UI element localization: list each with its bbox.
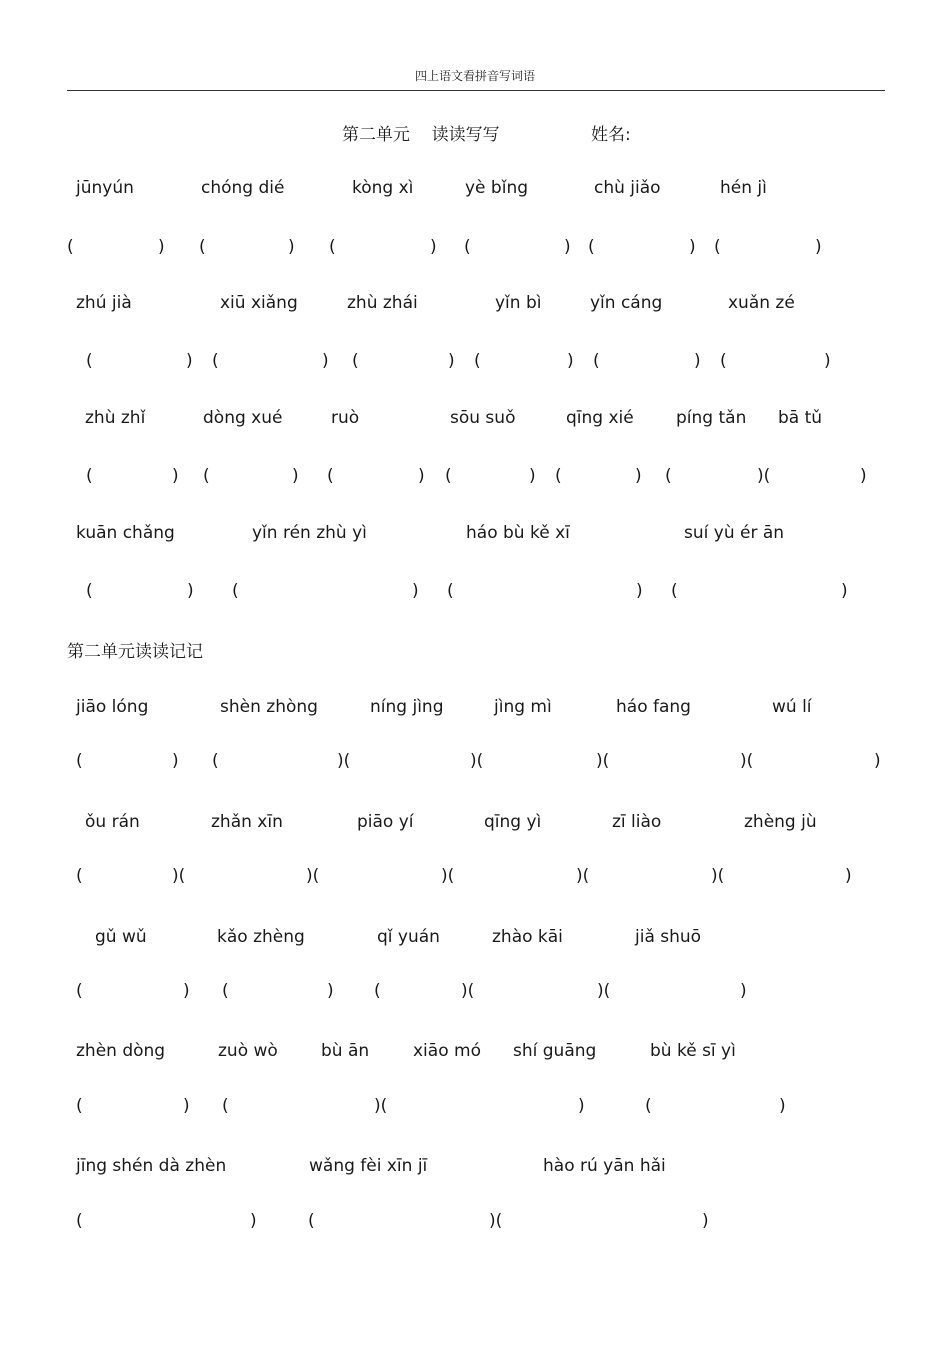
answer-bracket: )	[860, 466, 867, 486]
answer-bracket: (	[76, 1211, 83, 1231]
answer-bracket: (	[665, 466, 672, 486]
answer-bracket: )	[564, 237, 571, 257]
answer-bracket: (	[374, 981, 381, 1001]
pinyin-word: bù kě sī yì	[650, 1041, 736, 1061]
pinyin-row-9	[0, 1156, 950, 1180]
answer-row-6	[0, 866, 950, 890]
pinyin-row-1	[0, 178, 950, 202]
pinyin-row-8	[0, 1041, 950, 1065]
pinyin-word: suí yù ér ān	[684, 523, 785, 543]
name-label: 姓名:	[591, 125, 631, 145]
pinyin-word: jiāo lóng	[76, 697, 149, 717]
answer-bracket: )	[567, 351, 574, 371]
pinyin-word: piāo yí	[357, 812, 414, 832]
answer-bracket: (	[464, 237, 471, 257]
answer-bracket: (	[329, 237, 336, 257]
answer-bracket: (	[203, 466, 210, 486]
pinyin-word: zhèng jù	[744, 812, 817, 832]
answer-row-4	[0, 581, 950, 605]
pinyin-row-6	[0, 812, 950, 836]
answer-bracket: )	[448, 351, 455, 371]
pinyin-word: xiāo mó	[413, 1041, 481, 1061]
answer-bracket: )	[292, 466, 299, 486]
answer-bracket: )	[841, 581, 848, 601]
answer-bracket: (	[555, 466, 562, 486]
pinyin-word: zuò wò	[218, 1041, 278, 1061]
answer-bracket: )(	[470, 751, 484, 771]
answer-bracket: )	[815, 237, 822, 257]
answer-bracket: (	[714, 237, 721, 257]
pinyin-word: bā tǔ	[778, 408, 823, 428]
pinyin-word: bù ān	[321, 1041, 370, 1061]
pinyin-word: jiǎ shuō	[635, 927, 702, 947]
answer-bracket: (	[588, 237, 595, 257]
pinyin-word: zhào kāi	[492, 927, 563, 947]
answer-bracket: )	[322, 351, 329, 371]
answer-bracket: (	[308, 1211, 315, 1231]
answer-bracket: (	[593, 351, 600, 371]
answer-bracket: )	[694, 351, 701, 371]
answer-bracket: )	[288, 237, 295, 257]
answer-bracket: )	[418, 466, 425, 486]
answer-row-9	[0, 1211, 950, 1235]
answer-bracket: )	[874, 751, 881, 771]
pinyin-word: dòng xué	[203, 408, 283, 428]
header-rule	[67, 90, 885, 91]
pinyin-word: zī liào	[612, 812, 662, 832]
pinyin-word: yǐn cáng	[590, 293, 663, 313]
answer-bracket: )(	[337, 751, 351, 771]
answer-bracket: (	[671, 581, 678, 601]
answer-bracket: )(	[596, 751, 610, 771]
answer-bracket: )	[824, 351, 831, 371]
answer-bracket: (	[76, 981, 83, 1001]
answer-bracket: )	[578, 1096, 585, 1116]
pinyin-word: hào rú yān hǎi	[543, 1156, 666, 1176]
answer-bracket: )	[740, 981, 747, 1001]
answer-bracket: )(	[172, 866, 186, 886]
pinyin-word: xiū xiǎng	[220, 293, 298, 313]
pinyin-row-2	[0, 293, 950, 317]
answer-bracket: (	[86, 581, 93, 601]
answer-bracket: )(	[461, 981, 475, 1001]
answer-row-5	[0, 751, 950, 775]
answer-row-2	[0, 351, 950, 375]
pinyin-word: shèn zhòng	[220, 697, 318, 717]
pinyin-word: jūnyún	[76, 178, 134, 198]
section-heading: 第二单元读读记记	[67, 642, 203, 662]
pinyin-word: zhèn dòng	[76, 1041, 166, 1061]
answer-bracket: )	[845, 866, 852, 886]
pinyin-word: jìng mì	[494, 697, 552, 717]
page-title: 第二单元 读读写写	[342, 125, 500, 145]
pinyin-word: xuǎn zé	[728, 293, 795, 313]
answer-row-7	[0, 981, 950, 1005]
pinyin-word: kòng xì	[352, 178, 414, 198]
pinyin-word: qǐ yuán	[377, 927, 440, 947]
pinyin-word: yè bǐng	[465, 178, 529, 198]
answer-bracket: )(	[597, 981, 611, 1001]
pinyin-word: qīng xié	[566, 408, 634, 428]
answer-bracket: (	[474, 351, 481, 371]
answer-bracket: )	[635, 466, 642, 486]
pinyin-word: gǔ wǔ	[95, 927, 147, 947]
answer-bracket: )	[430, 237, 437, 257]
answer-bracket: )	[158, 237, 165, 257]
answer-bracket: )(	[711, 866, 725, 886]
answer-bracket: )	[702, 1211, 709, 1231]
pinyin-word: sōu suǒ	[450, 408, 516, 428]
answer-bracket: )	[186, 351, 193, 371]
answer-bracket: )	[689, 237, 696, 257]
answer-bracket: )	[529, 466, 536, 486]
pinyin-word: zhǎn xīn	[211, 812, 283, 832]
answer-bracket: )	[636, 581, 643, 601]
pinyin-row-3	[0, 408, 950, 432]
answer-bracket: )(	[489, 1211, 503, 1231]
answer-bracket: (	[76, 751, 83, 771]
pinyin-row-4	[0, 523, 950, 547]
pinyin-word: chù jiǎo	[594, 178, 661, 198]
answer-bracket: )	[412, 581, 419, 601]
answer-bracket: (	[76, 1096, 83, 1116]
pinyin-word: zhù zhái	[347, 293, 418, 313]
pinyin-word: yǐn rén zhù yì	[252, 523, 367, 543]
answer-row-8	[0, 1096, 950, 1120]
pinyin-word: qīng yì	[484, 812, 542, 832]
pinyin-word: chóng dié	[201, 178, 285, 198]
answer-bracket: )	[183, 981, 190, 1001]
pinyin-word: ruò	[331, 408, 360, 428]
answer-bracket: )(	[757, 466, 771, 486]
pinyin-word: háo bù kě xī	[466, 523, 570, 543]
answer-bracket: )	[172, 466, 179, 486]
answer-bracket: )	[172, 751, 179, 771]
pinyin-word: kuān chǎng	[76, 523, 175, 543]
answer-bracket: (	[67, 237, 74, 257]
pinyin-row-5	[0, 697, 950, 721]
answer-bracket: )(	[374, 1096, 388, 1116]
answer-bracket: )(	[740, 751, 754, 771]
pinyin-word: ǒu rán	[85, 812, 140, 832]
answer-bracket: )(	[306, 866, 320, 886]
pinyin-word: zhú jià	[76, 293, 132, 313]
answer-bracket: (	[86, 351, 93, 371]
answer-bracket: )(	[441, 866, 455, 886]
answer-row-3	[0, 466, 950, 490]
answer-bracket: (	[222, 1096, 229, 1116]
pinyin-word: háo fang	[616, 697, 691, 717]
answer-row-1	[0, 237, 950, 261]
answer-bracket: (	[352, 351, 359, 371]
answer-bracket: (	[212, 351, 219, 371]
answer-bracket: )	[187, 581, 194, 601]
answer-bracket: (	[232, 581, 239, 601]
answer-bracket: (	[720, 351, 727, 371]
pinyin-word: wú lí	[772, 697, 812, 717]
answer-bracket: (	[199, 237, 206, 257]
pinyin-word: hén jì	[720, 178, 767, 198]
answer-bracket: )	[327, 981, 334, 1001]
answer-bracket: (	[645, 1096, 652, 1116]
answer-bracket: (	[222, 981, 229, 1001]
answer-bracket: (	[212, 751, 219, 771]
answer-bracket: )	[250, 1211, 257, 1231]
answer-bracket: )(	[576, 866, 590, 886]
answer-bracket: )	[183, 1096, 190, 1116]
pinyin-word: shí guāng	[513, 1041, 597, 1061]
answer-bracket: (	[447, 581, 454, 601]
pinyin-word: yǐn bì	[495, 293, 542, 313]
answer-bracket: (	[445, 466, 452, 486]
pinyin-row-7	[0, 927, 950, 951]
page-header: 四上语文看拼音写词语	[414, 69, 535, 83]
pinyin-word: jīng shén dà zhèn	[76, 1156, 227, 1176]
answer-bracket: )	[779, 1096, 786, 1116]
pinyin-word: kǎo zhèng	[217, 927, 305, 947]
answer-bracket: (	[327, 466, 334, 486]
pinyin-word: píng tǎn	[676, 408, 747, 428]
answer-bracket: (	[76, 866, 83, 886]
pinyin-word: wǎng fèi xīn jī	[309, 1156, 428, 1176]
pinyin-word: zhù zhǐ	[85, 408, 146, 428]
pinyin-word: níng jìng	[370, 697, 444, 717]
answer-bracket: (	[86, 466, 93, 486]
